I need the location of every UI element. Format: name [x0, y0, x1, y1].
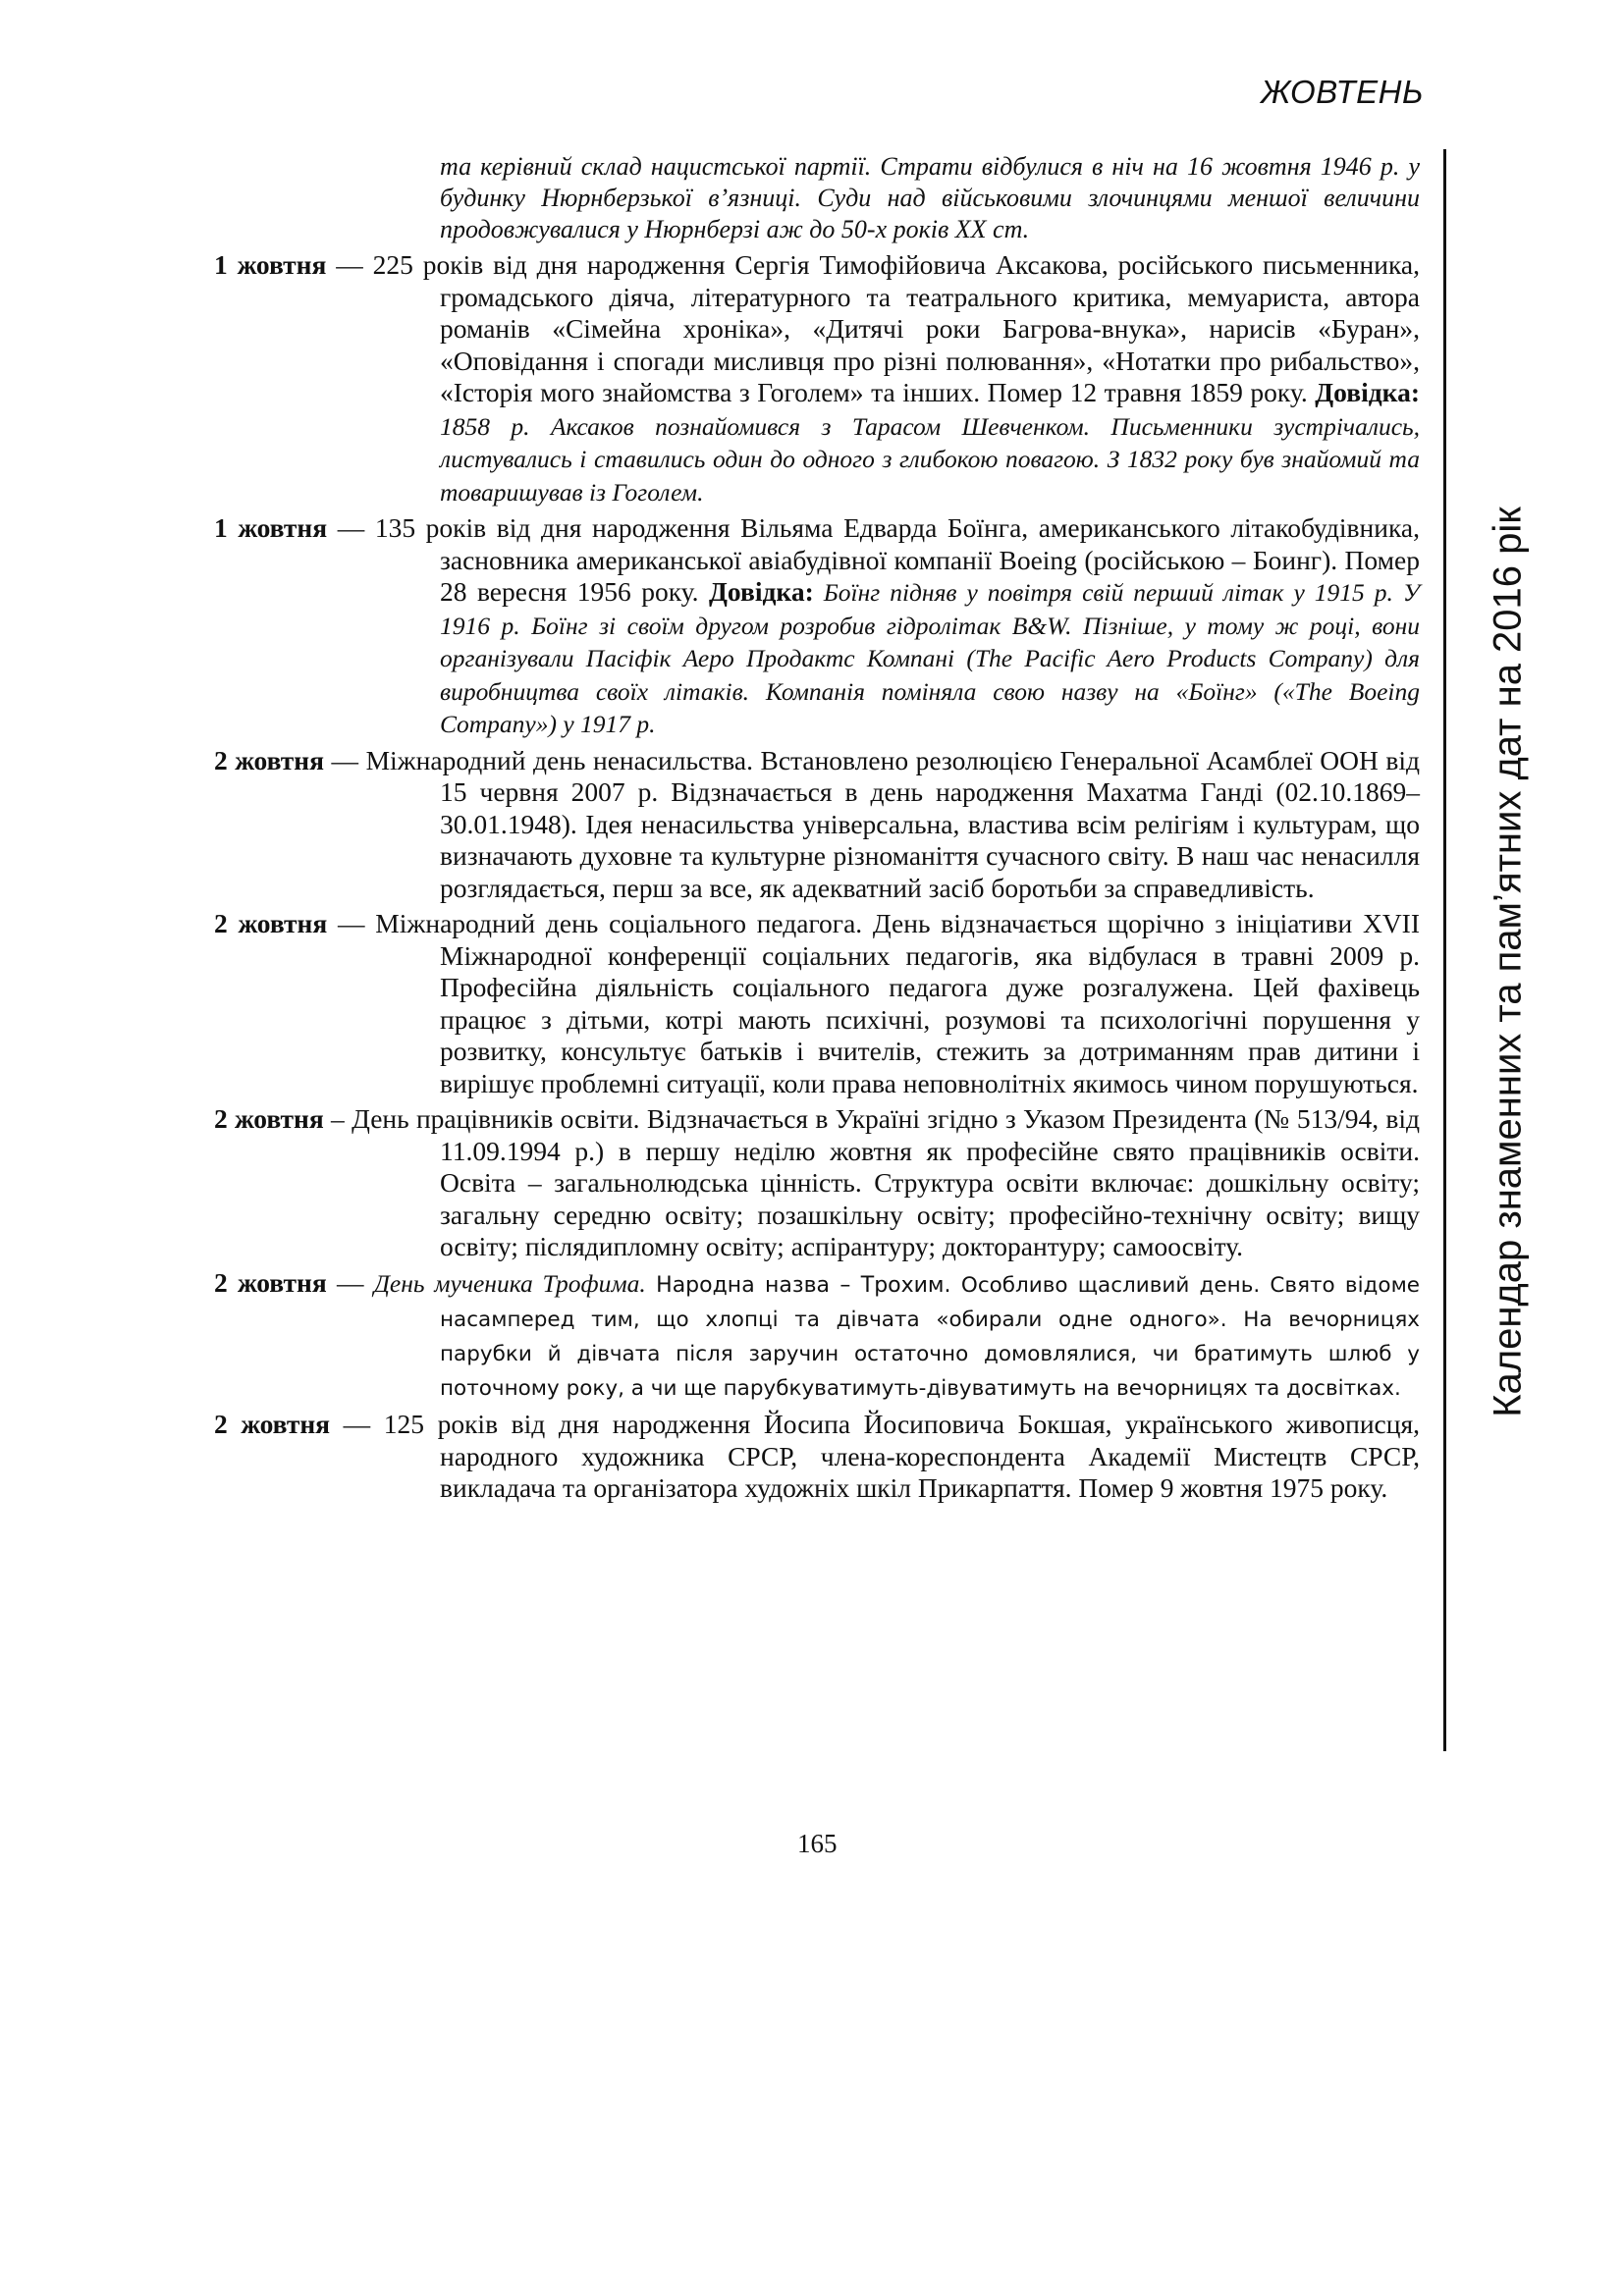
sidebar-vertical-title: Календар знаменних та пам’ятних дат на 2016 рік: [1486, 507, 1530, 1417]
entry-date: 2 жовтня: [214, 1266, 327, 1298]
entry-text: — Міжнародний день ненасильства. Встановлено резолюцією Генеральної Асамблеї ООН від 15 червня 2007 р. Відзначається в день народження Махатма Ганді (02.10.1869–30.01.1948). Ідея ненасильства універсальна, властива всім релігіям і культурам, що визначають духовне та культурне різноманіття сучасного світу. В наш час ненасилля розглядається, перш за все, як адекватний засіб боротьби за справедливість.: [324, 744, 1421, 903]
entry-dash: —: [326, 1266, 374, 1298]
entry-lead-text: Народна назва – Трохим.: [645, 1272, 961, 1298]
section-title: ЖОВТЕНЬ: [1261, 74, 1424, 110]
calendar-entry: [214, 745, 1420, 905]
page-number: 165: [797, 1829, 838, 1858]
calendar-entry: [214, 908, 1420, 1099]
calendar-entry: [214, 249, 1420, 508]
entry-italic-title: День мученика Трофима.: [373, 1268, 646, 1298]
entry-text: Особливо щасливий день. Свято відоме насамперед тим, що хлопці та дівчата «обирали одне одного». На вечорницях парубки й дівчата після заручин остаточно домовлялися, чи братимуть шлюб у поточному року, а чи ще парубкуватимуть-дівуватимуть на вечорницях та досвітках.: [440, 1272, 1421, 1401]
calendar-entry: [214, 1409, 1420, 1505]
calendar-entry: [214, 1267, 1420, 1406]
entry-date: 2 жовтня: [214, 1103, 324, 1134]
continuation-paragraph: та керівний склад нацистської партії. Страти відбулися в ніч на 16 жовтня 1946 р. у будинку Нюрнберзької в’язниці. Суди над військовими злочинцями меншої величини продовжувалися у Нюрнберзі аж до 50-х років XX ст.: [440, 152, 1420, 243]
entry-date: 2 жовтня: [214, 908, 328, 938]
reference-note: 1858 р. Аксаков познайомився з Тарасом Шевченком. Письменники зустрічались, листувались і ставились один до одного з глибокою повагою. З 1832 року був знайомий та товаришував із Гоголем.: [440, 411, 1420, 507]
reference-note: Боїнг підняв у повітря свій перший літак у 1915 р. У 1916 р. Боїнг зі своїм другом розробив гідролітак B&W. Пізніше, у тому ж році, вони організували Пасіфік Аеро Продактс Компані (The Pacific Aero Products Company) для виробництва своїх літаків. Компанія поміняла свою назву на «Боїнг» («The Boeing Company») у 1917 р.: [440, 578, 1420, 738]
entry-text: — Міжнародний день соціального педагога. День відзначається щорічно з ініціативи XVII Міжнародної конференції соціальних педагогів, яка відбулася в травні 2009 р. Професійна діяльність соціального педагога дуже розгалужена. Цей фахівець працює з дітьми, котрі мають психічні, розумові та психологічні порушення у розвитку, консультує батьків і вчителів, стежить за дотриманням прав дитини і вирішує проблемні ситуації, коли права неповнолітніх якимось чином порушуються.: [327, 908, 1420, 1098]
entry-date: 2 жовтня: [214, 744, 325, 775]
entry-text: — 225 років від дня народження Сергія Тимофійовича Аксакова, російського письменника, громадського діяча, літературного та театрального критика, мемуариста, автора романів «Сімейна хроніка», «Дитячі роки Багрова-внука», нарисів «Буран», «Оповідання і спогади мисливця про різні полювання», «Нотатки про рибальство», «Історія мого знайомства з Гоголем» та інших. Помер 12 травня 1859 року.: [326, 249, 1421, 407]
sidebar-divider-line: [1443, 149, 1446, 1751]
reference-label: Довідка:: [1315, 377, 1420, 407]
entry-text: — 135 років від дня народження Вільяма Едварда Боїнга, американського літакобудівника, засновника американської авіабудівної компанії Boeing (російською – Боинг). Помер 28 вересня 1956 року.: [327, 512, 1421, 607]
reference-label: Довідка:: [709, 576, 814, 607]
calendar-entries: [214, 151, 1420, 1505]
entry-date: 2 жовтня: [214, 1409, 331, 1439]
entry-date: 1 жовтня: [214, 249, 327, 280]
entry-text: – День працівників освіти. Відзначається в Україні згідно з Указом Президента (№ 513/94, від 11.09.1994 р.) в першу неділю жовтня як професійне свято працівників освіти. Освіта – загальнолюдська цінність. Структура освіти включає: дошкільну освіту; загальну середню освіту; позашкільну освіту; професійно-технічну освіту; вищу освіту; післядипломну освіту; аспірантуру; докторантуру; самоосвіту.: [323, 1103, 1421, 1261]
calendar-entry: [214, 512, 1420, 741]
calendar-entry: [214, 1103, 1420, 1263]
entry-date: 1 жовтня: [214, 512, 328, 543]
entry-text: — 125 років від дня народження Йосипа Йосиповича Бокшая, українського живописця, народного художника СРСР, члена-кореспондента Академії Мистецтв СРСР, викладача та організатора художніх шкіл Прикарпаття. Помер 9 жовтня 1975 року.: [330, 1409, 1421, 1503]
